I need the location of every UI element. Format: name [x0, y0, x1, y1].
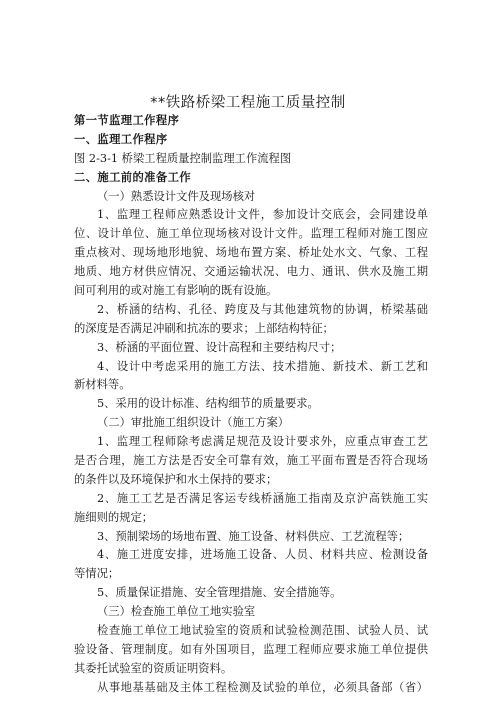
text-line: 新材料等。 [74, 378, 131, 392]
section-heading: 一、监理工作程序 [74, 132, 168, 146]
text-line: 等情况； [74, 567, 120, 581]
text-line: 位、设计单位、施工单位现场核对设计文件。监理工程师对施工图应 [74, 227, 428, 241]
text-line: 3、预制梁场的场地布置、施工设备、材料供应、工艺流程等； [97, 529, 410, 543]
text-line: 的条件以及环境保护和水土保持的要求； [74, 472, 278, 486]
text-line: 从事地基基础及主体工程检测及试验的单位，必须具备部（省） [97, 680, 428, 694]
text-line: 5、质量保证措施、安全管理措施、安全措施等。 [97, 586, 342, 600]
text-line: 1、监理工程师应熟悉设计文件，参加设计交底会，会同建设单 [97, 208, 428, 222]
text-line: 检查施工单位工地试验室的资质和试验检测范围、试验人员、试 [97, 624, 428, 638]
text-line: 4、施工进度安排，进场施工设备、人员、材料共应、检测设备 [97, 548, 428, 562]
text-line: 图 2-3-1 桥梁工程质量控制监理工作流程图 [74, 151, 292, 165]
text-line: 2、桥涵的结构、孔径、跨度及与其他建筑物的协调，桥梁基础 [97, 302, 428, 316]
section-heading: 第一节监理工作程序 [74, 114, 180, 127]
document-title: **铁路桥梁工程施工质量控制 [150, 95, 346, 111]
text-line: （二）审批施工组织设计（施工方案） [97, 416, 290, 430]
text-line: 3、桥涵的平面位置、设计高程和主要结构尺寸； [97, 340, 342, 354]
text-line: 5、采用的设计标准、结构细节的质量要求。 [97, 397, 319, 411]
section-heading: 二、施工前的准备工作 [74, 170, 191, 184]
text-line: 其委托试验室的资质证明资料。 [74, 661, 233, 675]
text-line: 验设备、管理制度。如有外国项目，监理工程师应要求施工单位提供 [74, 642, 428, 656]
text-line: 是否合理，施工方法是否安全可靠有效，施工平面布置是否符合现场 [74, 454, 428, 468]
text-line: （三）检查施工单位工地实验室 [97, 605, 256, 619]
text-line: 施细则的规定； [74, 510, 154, 524]
text-line: 4、设计中考虑采用的施工方法、技术措施、新技术、新工艺和 [97, 359, 428, 373]
text-line: 1、监理工程师除考虑满足规范及设计要求外，应重点审查工艺 [97, 435, 428, 449]
text-line: 间可利用的或对施工有影响的既有设施。 [74, 284, 278, 298]
text-line: 的深度是否满足冲刷和抗冻的要求；上部结构特征； [74, 321, 334, 335]
text-line: 地质、地方材供应情况、交通运输状况、电力、通讯、供水及施工期 [74, 265, 428, 279]
text-line: （一）熟悉设计文件及现场核对 [97, 189, 256, 203]
text-line: 重点核对、现场地形地貌、场地布置方案、桥址处水文、气象、工程 [74, 246, 428, 260]
text-line: 2、施工工艺是否满足客运专线桥涵施工指南及京沪高铁施工实 [97, 491, 428, 505]
document-body [74, 112, 428, 698]
